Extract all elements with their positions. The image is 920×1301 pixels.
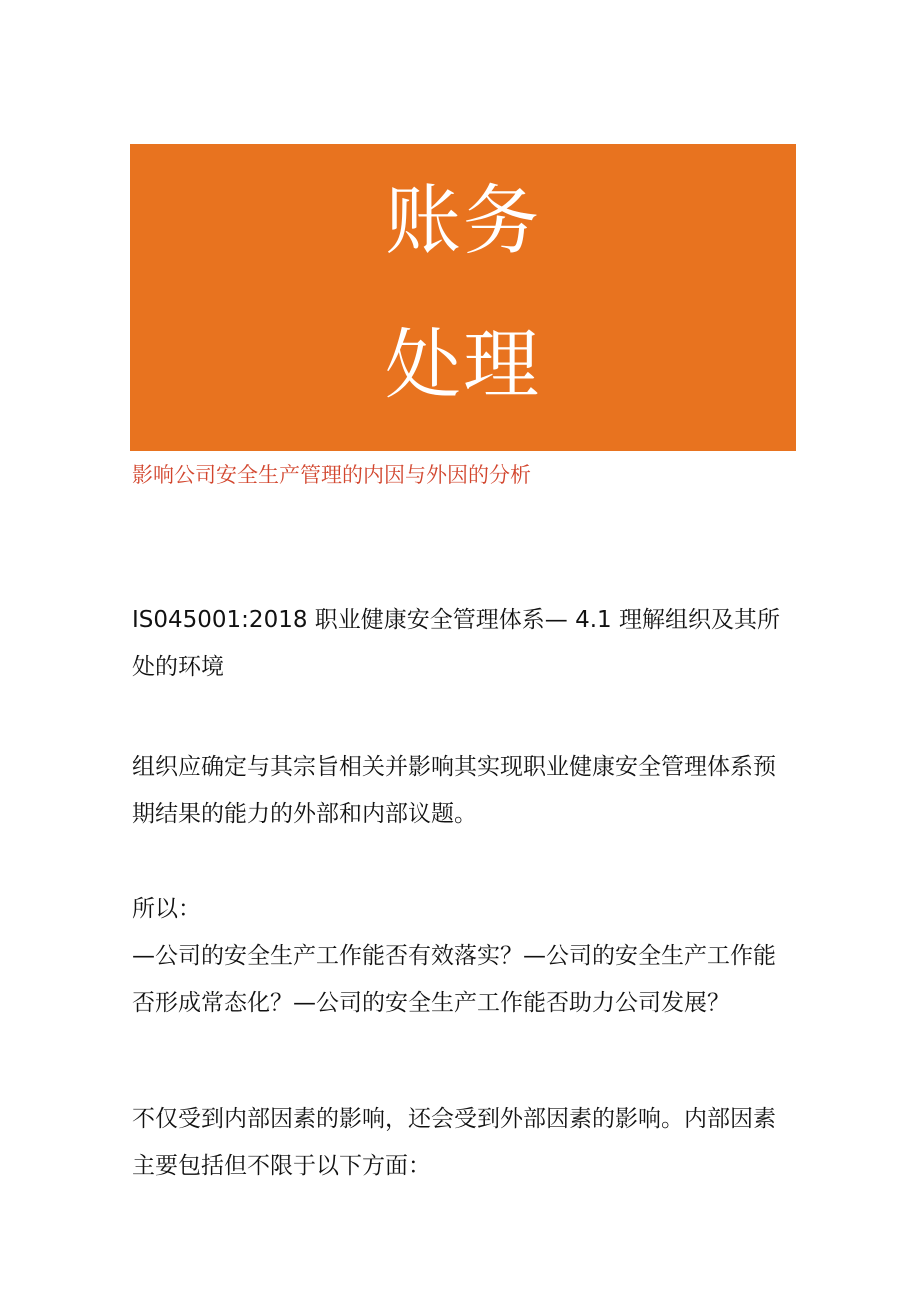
banner-title-line-1: 账务: [385, 176, 541, 265]
paragraph-line: 否形成常态化？—公司的安全生产工作能否助力公司发展？: [132, 990, 730, 1016]
paragraph-line: —公司的安全生产工作能否有效落实？—公司的安全生产工作能: [132, 943, 776, 969]
banner-title-line-2: 处理: [385, 320, 541, 409]
paragraph-standard-reference: [132, 597, 796, 691]
paragraph-line: 不仅受到内部因素的影响，还会受到外部因素的影响。内部因素: [132, 1106, 776, 1132]
document-subtitle: 影响公司安全生产管理的内因与外因的分析: [132, 463, 531, 487]
paragraph-line: 所以：: [132, 896, 201, 922]
paragraph-internal-factors: [132, 1096, 796, 1190]
paragraph-line: IS045001:2018 职业健康安全管理体系— 4.1 理解组织及其所: [132, 607, 780, 633]
paragraph-line: 处的环境: [132, 654, 224, 680]
paragraph-questions: [132, 886, 796, 1027]
paragraph-line: 主要包括但不限于以下方面：: [132, 1153, 431, 1179]
paragraph-requirement: [132, 744, 796, 838]
paragraph-line: 期结果的能力的外部和内部议题。: [132, 801, 477, 827]
paragraph-line: 组织应确定与其宗旨相关并影响其实现职业健康安全管理体系预: [132, 754, 776, 780]
